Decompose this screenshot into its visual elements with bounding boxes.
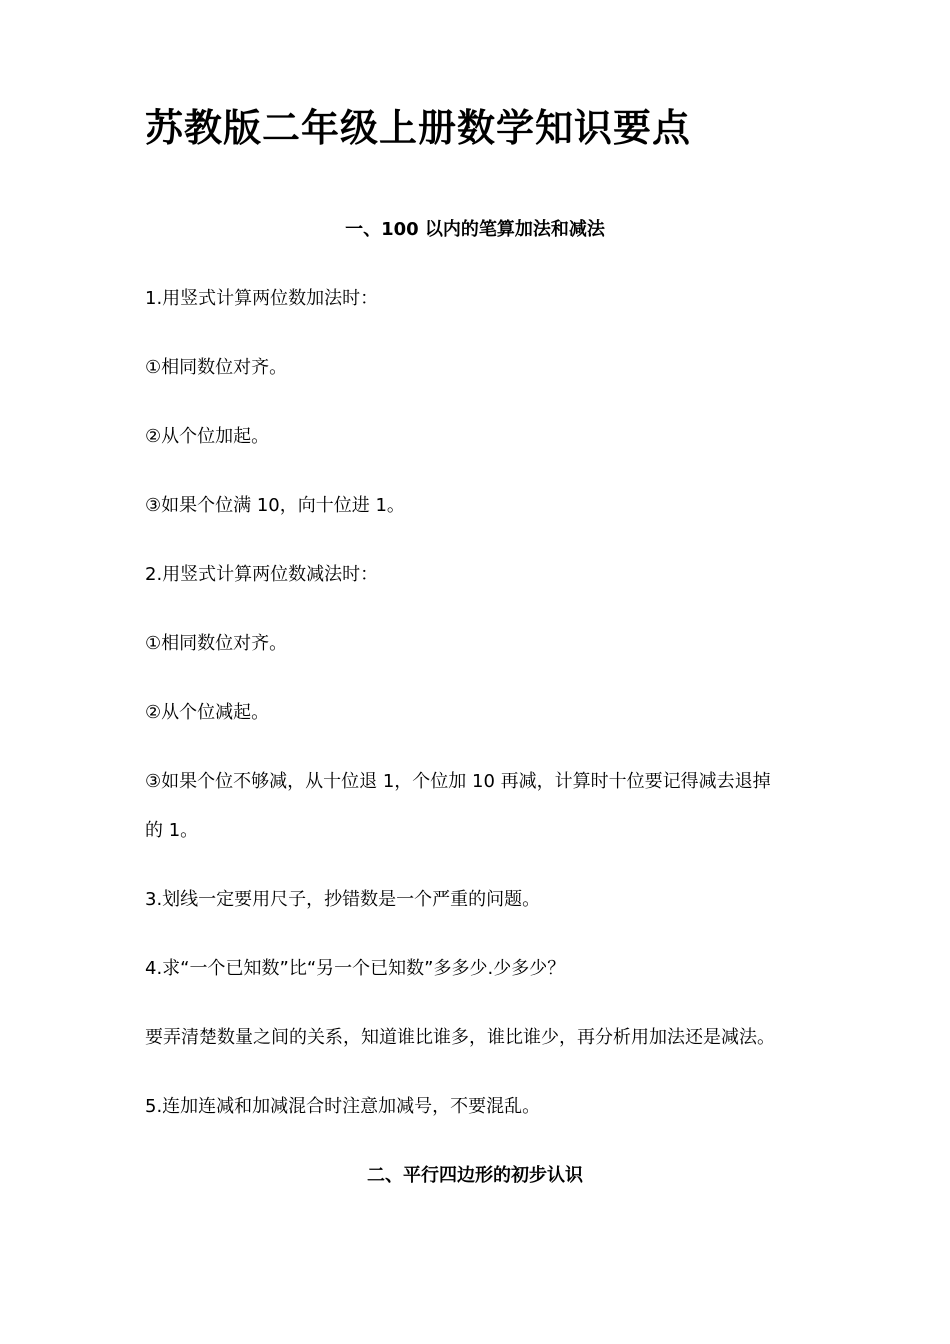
- section-heading-1: 一、100 以内的笔算加法和减法: [345, 219, 605, 240]
- paragraph: 2.用竖式计算两位数减法时：: [145, 564, 379, 585]
- paragraph: 4.求“一个已知数”比“另一个已知数”多多少.少多少？: [145, 958, 566, 979]
- paragraph: ③如果个位不够减，从十位退 1，个位加 10 再减，计算时十位要记得减去退掉: [145, 771, 771, 792]
- paragraph: ①相同数位对齐。: [145, 357, 288, 378]
- paragraph: 3.划线一定要用尺子，抄错数是一个严重的问题。: [145, 889, 541, 910]
- paragraph: 5.连加连减和加减混合时注意加减号，不要混乱。: [145, 1096, 541, 1117]
- section-heading-2: 二、平行四边形的初步认识: [367, 1165, 583, 1186]
- paragraph: 要弄清楚数量之间的关系，知道谁比谁多，谁比谁少，再分析用加法还是减法。: [145, 1027, 775, 1048]
- paragraph: 1.用竖式计算两位数加法时：: [145, 288, 379, 309]
- paragraph: ③如果个位满 10，向十位进 1。: [145, 495, 405, 516]
- paragraph-continuation: 的 1。: [145, 820, 199, 841]
- document-title: 苏教版二年级上册数学知识要点: [145, 106, 692, 150]
- paragraph: ②从个位减起。: [145, 702, 270, 723]
- paragraph: ②从个位加起。: [145, 426, 270, 447]
- paragraph: ①相同数位对齐。: [145, 633, 288, 654]
